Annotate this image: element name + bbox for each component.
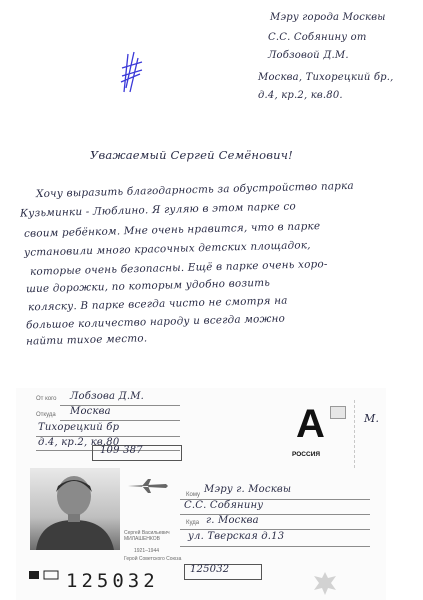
envelope-from-street: Тихорецкий бр [38, 422, 120, 433]
letter-line: Кузьминки - Люблино. Я гуляю в этом парке со [19, 200, 297, 220]
greeting: Уважаемый Сергей Семёнович! [90, 148, 293, 162]
from-city-underline [60, 420, 180, 421]
postcode-stencil-frame [28, 566, 62, 578]
envelope-from-city: Москва [70, 406, 111, 417]
portrait-years: 1921–1944 [134, 548, 160, 554]
envelope-to-city: г. Москва [206, 515, 259, 526]
signature [118, 48, 146, 96]
portrait-title: Герой Советского Союза [124, 556, 182, 562]
airplane-icon [126, 478, 170, 494]
envelope-to-index: 125032 [190, 564, 230, 575]
portrait-image [30, 468, 120, 550]
letter-line: найти тихое место. [25, 332, 148, 348]
eagle-emblem-icon [310, 568, 340, 598]
letter-line: которые очень безопасны. Ещё в парке очень хоро- [29, 258, 328, 278]
to-street-underline [180, 546, 370, 547]
to-city-underline [180, 529, 370, 530]
letter-line: установили много красочных детских площадок, [23, 239, 311, 259]
stamp-letter: А [296, 402, 325, 446]
letter-line: своим ребёнком. Мне очень нравится, что в парке [23, 220, 321, 240]
sender-address-line-1: Москва, Тихорецкий бр., [258, 72, 394, 83]
envelope-from-name: Лобзова Д.М. [70, 391, 145, 402]
portrait-drawing [30, 468, 120, 550]
letter-line: большое количество народу и всегда можно [25, 312, 286, 332]
from-city-label: Откуда [36, 412, 56, 418]
stamp-logo [330, 406, 346, 419]
envelope-to-name: Мэру г. Москвы [204, 484, 292, 495]
sender-name: Лобзовой Д.М. [268, 50, 349, 61]
letter-line: Хочу выразить благодарность за обустройство парка [35, 179, 354, 201]
stamp-mark: М. [364, 412, 380, 425]
postage-stamp [354, 400, 422, 468]
letter-line: коляску. В парке всегда чисто не смотря на [27, 294, 288, 314]
stamp-country: РОССИЯ [292, 451, 321, 458]
stencil-index: 125032 [66, 570, 159, 592]
from-label: От кого [36, 396, 57, 402]
portrait-caption: Сергей Васильевич МИЛАШЕНКОВ [124, 530, 170, 542]
envelope-from-index: 109 387 [100, 445, 143, 456]
to-label: Кому [186, 492, 201, 498]
envelope-to-street: ул. Тверская д.13 [188, 531, 285, 542]
envelope-to-name-2: С.С. Собянину [184, 500, 264, 511]
recipient-line-2: С.С. Собянину от [268, 32, 367, 43]
to-city-label: Куда [186, 520, 200, 526]
letter-line: шие дорожки, по которым удобно возить [25, 276, 271, 296]
envelope-from-house: д.4, кр.2, кв.80 [38, 437, 120, 448]
sender-address-line-2: д.4, кр.2, кв.80. [258, 90, 343, 101]
recipient-line-1: Мэру города Москвы [270, 12, 386, 23]
